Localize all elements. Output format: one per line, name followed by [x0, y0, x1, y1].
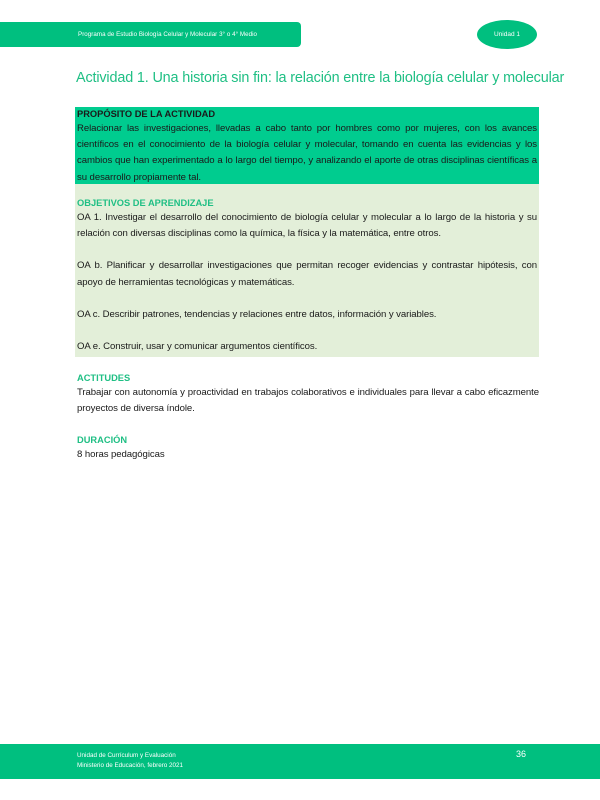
purpose-heading: PROPÓSITO DE LA ACTIVIDAD	[77, 109, 216, 119]
program-title: Programa de Estudio Biología Celular y Molecular 3° o 4° Medio	[78, 31, 257, 38]
objective-item: OA e. Construir, usar y comunicar argumentos científicos.	[77, 341, 318, 353]
footer-unit: Unidad de Currículum y Evaluación	[77, 752, 176, 759]
attitudes-text: Trabajar con autonomía y proactividad en trabajos colaborativos e individuales para llevar a cabo eficazmente proyectos de diversa índole.	[77, 387, 539, 415]
duration-heading: DURACIÓN	[77, 435, 128, 445]
unit-badge	[477, 20, 537, 49]
footer-bar	[0, 744, 600, 779]
program-header-bar	[0, 22, 301, 47]
unit-badge-label: Unidad 1	[493, 31, 521, 38]
objectives-section	[75, 184, 539, 357]
objective-item: OA b. Planificar y desarrollar investigaciones que permitan recoger evidencias y contrastar hipótesis, con apoyo de herramientas tecnológicas y matemáticas.	[77, 260, 537, 288]
page-number: 36	[516, 749, 527, 759]
purpose-section	[75, 107, 539, 184]
objectives-heading: OBJETIVOS DE APRENDIZAJE	[77, 198, 214, 208]
footer-ministry: Ministerio de Educación, febrero 2021	[77, 762, 184, 769]
purpose-text: Relacionar las investigaciones, llevadas a cabo tanto por hombres como por mujeres, con los avances científicos en el conocimiento de la biología celular y molecular, tomando en cuenta las evidencias y los cambios que han experimentado a lo largo del tiempo, y analizando el aporte de otras disciplinas científicas a su desarrollo propiamente tal.	[77, 123, 537, 183]
duration-section	[77, 434, 539, 463]
objective-item: OA c. Describir patrones, tendencias y relaciones entre datos, información y variables.	[77, 308, 437, 320]
activity-title: Actividad 1. Una historia sin fin: la relación entre la biología celular y molecular	[76, 70, 565, 86]
attitudes-heading: ACTITUDES	[77, 373, 131, 383]
duration-text: 8 horas pedagógicas	[77, 449, 165, 460]
attitudes-section	[77, 372, 539, 417]
objective-item: OA 1. Investigar el desarrollo del conocimiento de biología celular y molecular a lo largo de la historia y su relación con diversas disciplinas como la química, la física y la matemática, entre otros.	[77, 212, 537, 240]
